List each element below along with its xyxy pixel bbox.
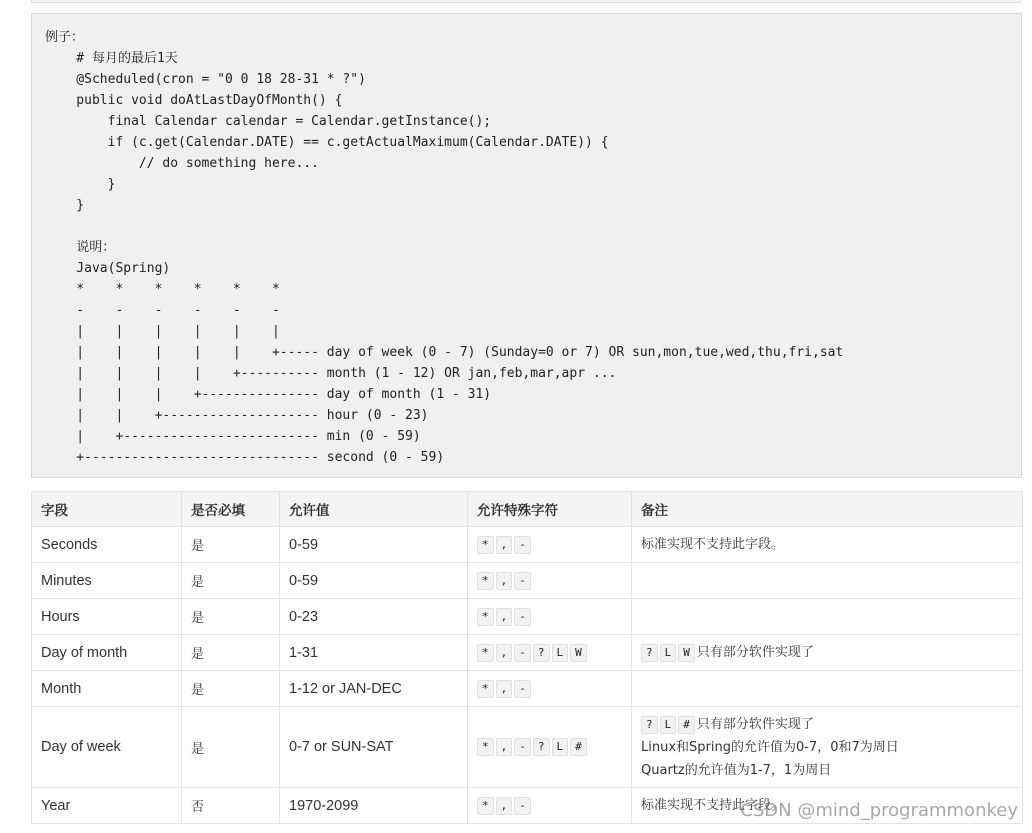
note-line [641,641,1013,664]
special-chars-cell [468,599,632,635]
table-row [32,563,1023,599]
note-cell [632,563,1023,599]
code-block [31,13,1022,478]
note-cell [632,599,1023,635]
allowed-values-cell: 1-31 [280,635,468,671]
note-text: Linux和Spring的允许值为0-7，0和7为周日 [641,739,899,755]
special-char-chip: - [514,536,531,554]
special-char-chip: L [552,644,569,662]
table-row [32,527,1023,563]
allowed-values-cell: 1-12 or JAN-DEC [280,671,468,707]
header-allowed-values: 允许值 [280,492,468,527]
note-line [641,736,1013,759]
note-cell [632,707,1023,788]
field-name-cell: Hours [32,599,182,635]
field-name-cell: Minutes [32,563,182,599]
cron-fields-table [31,491,1023,824]
special-char-chip: * [477,797,494,815]
special-char-chip: , [496,797,513,815]
special-char-chip: * [477,680,494,698]
special-char-chip: L [660,644,677,662]
header-field: 字段 [32,492,182,527]
special-char-chip: ? [641,716,658,734]
special-char-chip: * [477,608,494,626]
special-chars-cell [468,635,632,671]
note-line [641,759,1013,782]
required-cell: 是 [182,599,280,635]
special-char-chip: ? [641,644,658,662]
special-char-chip: - [514,680,531,698]
special-chars-cell [468,788,632,824]
special-char-chip: - [514,644,531,662]
note-cell [632,671,1023,707]
note-text: 标准实现不支持此字段。 [641,798,785,813]
field-name-cell: Day of week [32,707,182,788]
special-char-chip: # [678,716,695,734]
special-char-chip: L [660,716,677,734]
header-required: 是否必填 [182,492,280,527]
special-char-chip: - [514,608,531,626]
special-char-chip: # [570,738,587,756]
table-body [32,527,1023,824]
special-char-chip: , [496,644,513,662]
code-text: 例子： # 每月的最后1天 @Scheduled(cron = "0 0 18 28-31 * ?") public void doAtLastDayOfMonth() { final Calendar calendar = Calendar.getInstance(); if (c.get(Calendar.DATE) == c.getActualMaximum(Calendar.DATE)) { // do something here... } } 说明： Java(Spring) * * * * * * - - - - - - | | | | | | | | | | | +----- day of week (0 - 7) (Sunday=0 or 7) OR sun,mon,tue,wed,thu,fri,sat | | | | +---------- month (1 - 12) OR jan,feb,mar,apr ... | | | +--------------- day of month (1 - 31) | | +-------------------- hour (0 - 23) | +------------------------- min (0 - 59) +------------------------------ second (0 - 59) [45,30,844,465]
special-char-chip: , [496,536,513,554]
special-char-chip: * [477,572,494,590]
note-text: Quartz的允许值为1-7，1为周日 [641,762,832,778]
special-char-chip: - [514,738,531,756]
note-cell [632,635,1023,671]
field-name-cell: Month [32,671,182,707]
note-text: 只有部分软件实现了 [696,645,814,660]
required-cell: 是 [182,671,280,707]
special-char-chip: , [496,608,513,626]
required-cell: 是 [182,635,280,671]
field-name-cell: Year [32,788,182,824]
header-special-chars: 允许特殊字符 [468,492,632,527]
header-notes: 备注 [632,492,1023,527]
special-char-chip: - [514,797,531,815]
required-cell: 是 [182,527,280,563]
allowed-values-cell: 1970-2099 [280,788,468,824]
allowed-values-cell: 0-59 [280,563,468,599]
special-char-chip: * [477,644,494,662]
note-cell [632,527,1023,563]
note-line [641,533,1013,556]
table-row [32,635,1023,671]
allowed-values-cell: 0-23 [280,599,468,635]
field-name-cell: Seconds [32,527,182,563]
special-chars-cell [468,671,632,707]
special-char-chip: L [552,738,569,756]
special-char-chip: ? [533,738,550,756]
special-char-chip: W [678,644,695,662]
special-char-chip: W [570,644,587,662]
previous-block-edge [31,0,1021,3]
required-cell: 是 [182,563,280,599]
special-char-chip: , [496,680,513,698]
table-row [32,707,1023,788]
special-chars-cell [468,527,632,563]
special-char-chip: , [496,572,513,590]
table-header-row [32,492,1023,527]
required-cell: 否 [182,788,280,824]
special-char-chip: * [477,738,494,756]
special-char-chip: * [477,536,494,554]
special-char-chip: ? [533,644,550,662]
allowed-values-cell: 0-7 or SUN-SAT [280,707,468,788]
special-char-chip: - [514,572,531,590]
field-name-cell: Day of month [32,635,182,671]
note-text: 标准实现不支持此字段。 [641,537,785,552]
allowed-values-cell: 0-59 [280,527,468,563]
required-cell: 是 [182,707,280,788]
special-chars-cell [468,707,632,788]
table-row [32,671,1023,707]
note-line [641,713,1013,736]
table-row [32,599,1023,635]
csdn-watermark: CSDN @mind_programmonkey [740,800,1018,821]
special-chars-cell [468,563,632,599]
note-text: 只有部分软件实现了 [696,716,814,732]
special-char-chip: , [496,738,513,756]
